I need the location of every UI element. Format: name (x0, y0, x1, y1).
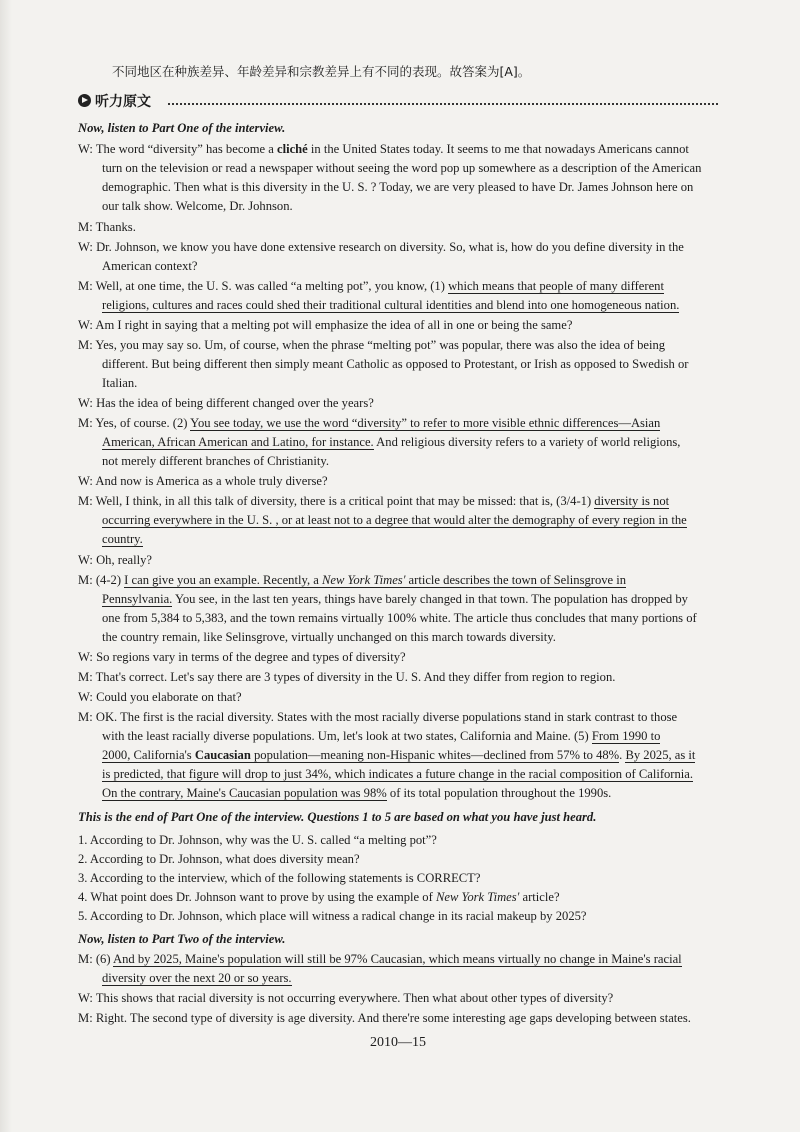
line-text: M: Yes, of course. (2) (78, 416, 191, 430)
underlined-answer: By 2025, as it (625, 748, 696, 762)
transcript-line: our talk show. Welcome, Dr. Johnson. (102, 199, 293, 213)
underlined-answer: diversity is not (594, 494, 670, 508)
part-one-end: This is the end of Part One of the interview. Questions 1 to 5 are based on what you have just heard. (78, 810, 597, 824)
transcript-line: not merely different branches of Christianity. (102, 454, 329, 468)
transcript-line: American context? (102, 259, 198, 273)
underlined-answer (124, 573, 626, 588)
underlined-answer: And by 2025, Maine's population will still be 97% Caucasian, which means virtually no change in Maine's racial (112, 952, 682, 966)
transcript-line: M: Thanks. (78, 220, 136, 234)
line-text: And religious diversity refers to a variety of world religions, (373, 435, 681, 449)
transcript-line (78, 494, 669, 509)
line-text: article? (519, 890, 560, 904)
underlined-answer: which means that people of many different (448, 279, 664, 293)
page-number: 2010—15 (370, 1035, 426, 1050)
transcript-line: W: Dr. Johnson, we know you have done extensive research on diversity. So, what is, how do you define diversity in the (78, 240, 684, 254)
transcript-line (78, 416, 660, 431)
part-two-intro: Now, listen to Part Two of the interview. (78, 932, 286, 946)
transcript-line (78, 142, 689, 157)
transcript-line (78, 952, 682, 967)
transcript-line: W: Oh, really? (78, 553, 153, 567)
transcript-line (102, 767, 693, 782)
answer-note: 不同地区在种族差异、年龄差异和宗教差异上有不同的表现。故答案为[A]。 (112, 64, 531, 79)
transcript-line (102, 971, 292, 986)
question-4 (78, 890, 560, 905)
underlined-answer: On the contrary, Maine's Caucasian population was 98% (102, 786, 387, 800)
transcript-line (102, 435, 680, 450)
line-text: with the least racially diverse populations. Um, let's look at two states, California and Maine. (5) (102, 729, 592, 743)
transcript-line: turn on the television or read a newspaper without seeing the word pop up somewhere as a description of the American (102, 161, 702, 175)
transcript-line: one from 5,384 to 5,383, and the town remains virtually 100% white. The article thus concludes that many portions of (102, 611, 697, 625)
transcript-line: the country remain, like Selinsgrove, virtually unchanged on this march towards diversity. (102, 630, 556, 644)
underlined-answer (102, 748, 619, 763)
publication-name: New York Times' (321, 573, 406, 587)
publication-name: New York Times' (435, 890, 520, 904)
transcript-line: different. But being different then simply meant Catholic as opposed to Protestant, or Irish as opposed to Swedish or (102, 357, 689, 371)
transcript-line: W: So regions vary in terms of the degree and types of diversity? (78, 650, 406, 664)
transcript-line: W: Has the idea of being different changed over the years? (78, 396, 374, 410)
section-header (78, 90, 718, 112)
transcript-line: demographic. Then what is this diversity in the U. S. ? Today, we are very pleased to have Dr. James Johnson here on (102, 180, 694, 194)
line-text: 2000, California's (102, 748, 195, 762)
transcript-line (102, 532, 143, 547)
question-3: 3. According to the interview, which of the following statements is CORRECT? (78, 871, 481, 885)
underlined-answer: Pennsylvania. (102, 592, 173, 606)
part-one-intro: Now, listen to Part One of the interview. (78, 121, 286, 135)
line-text: You see, in the last ten years, things have barely changed in that town. The population has dropped by (172, 592, 688, 606)
transcript-line (102, 298, 679, 313)
underlined-answer: diversity over the next 20 or so years. (102, 971, 292, 985)
transcript-line (102, 748, 695, 763)
underlined-answer: country. (102, 532, 143, 546)
keyword-caucasian: Caucasian (194, 748, 251, 762)
transcript-line (78, 573, 626, 588)
transcript-line (102, 786, 611, 801)
transcript-line (102, 513, 687, 528)
underlined-answer: religions, cultures and races could shed their traditional cultural identities and blend into one homogeneous nation. (102, 298, 680, 312)
underlined-answer: occurring everywhere in the U. S. , or at least not to a degree that would alter the demography of every region in the (102, 513, 687, 527)
scan-edge (0, 0, 12, 1132)
line-text: 4. What point does Dr. Johnson want to prove by using the example of (78, 890, 436, 904)
question-5: 5. According to Dr. Johnson, which place will witness a radical change in its racial makeup by 2025? (78, 909, 587, 923)
transcript-line (78, 279, 664, 294)
underlined-answer: From 1990 to (591, 729, 661, 743)
line-text: M: (4-2) (78, 573, 125, 587)
underlined-answer: is predicted, that figure will drop to just 34%, which indicates a future change in the racial composition of California. (102, 767, 694, 781)
question-2: 2. According to Dr. Johnson, what does diversity mean? (78, 852, 360, 866)
transcript-line: W: This shows that racial diversity is not occurring everywhere. Then what about other types of diversity? (78, 991, 614, 1005)
transcript-line: M: Yes, you may say so. Um, of course, when the phrase “melting pot” was popular, there was also the idea of being (78, 338, 666, 352)
underlined-answer: American, African American and Latino, for instance. (102, 435, 374, 449)
line-text: I can give you an example. Recently, a (124, 573, 322, 587)
question-1: 1. According to Dr. Johnson, why was the U. S. called “a melting pot”? (78, 833, 437, 847)
line-text: M: Well, at one time, the U. S. was called “a melting pot”, you know, (1) (78, 279, 449, 293)
line-text: M: (6) (78, 952, 113, 966)
line-text: M: Well, I think, in all this talk of diversity, there is a critical point that may be missed: that is, (3/4-1) (78, 494, 595, 508)
transcript-line: Italian. (102, 376, 138, 390)
line-text: of its total population throughout the 1990s. (386, 786, 612, 800)
transcript-line: M: Right. The second type of diversity is age diversity. And there're some interesting age gaps developing between states. (78, 1011, 691, 1025)
section-title: 听力原文 (95, 94, 151, 110)
line-text: W: The word “diversity” has become a (78, 142, 277, 156)
line-text: in the United States today. It seems to me that nowadays Americans cannot (307, 142, 689, 156)
keyword-cliche: cliché (276, 142, 308, 156)
transcript-line: M: That's correct. Let's say there are 3 types of diversity in the U. S. And they differ from region to region. (78, 670, 616, 684)
line-text: population—meaning non-Hispanic whites—declined from 57% to 48% (250, 748, 620, 762)
audio-play-icon (78, 94, 91, 107)
transcript-line: W: Could you elaborate on that? (78, 690, 242, 704)
transcript-line (102, 592, 688, 607)
transcript-line (102, 729, 660, 744)
line-text: article describes the town of Selinsgrove in (405, 573, 627, 587)
transcript-line: W: And now is America as a whole truly diverse? (78, 474, 328, 488)
transcript-line: M: OK. The first is the racial diversity. States with the most racially diverse populations stand in stark contrast to those (78, 710, 678, 724)
transcript-line: W: Am I right in saying that a melting pot will emphasize the idea of all in one or being the same? (78, 318, 573, 332)
underlined-answer: You see today, we use the word “diversity” to refer to more visible ethnic differences—Asian (190, 416, 661, 430)
section-divider (168, 103, 718, 105)
line-text: . (619, 748, 626, 762)
